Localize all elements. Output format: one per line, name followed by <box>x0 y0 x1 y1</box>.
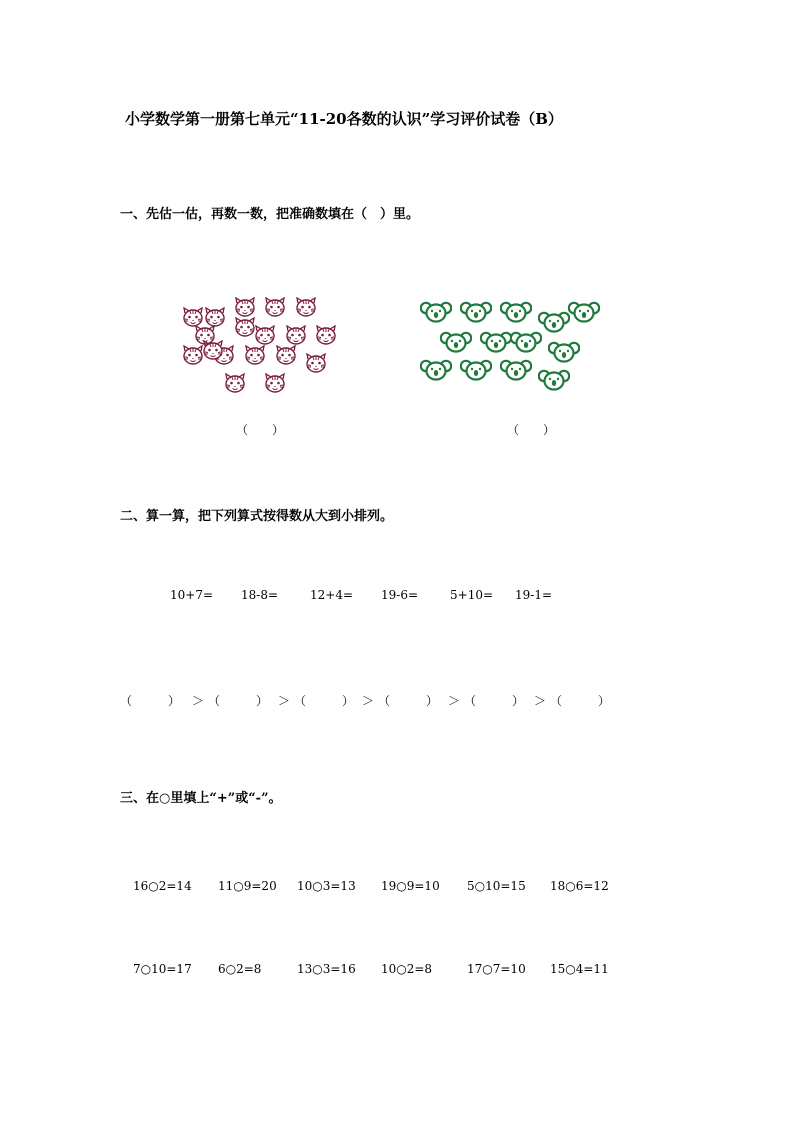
equation-item[interactable]: 6○2=8 <box>218 962 262 976</box>
koala-face-icon <box>500 358 532 386</box>
koala-face-icon <box>548 340 580 368</box>
tiger-face-icon <box>264 373 286 397</box>
koala-answer-blank[interactable]: （ ） <box>507 423 556 437</box>
koala-face-icon <box>420 300 452 328</box>
tiger-answer-blank[interactable]: （ ） <box>236 423 285 437</box>
tiger-face-icon <box>234 317 256 341</box>
equation-item[interactable]: 10○2=8 <box>381 962 433 976</box>
section3-heading: 三、在○里填上“+”或“-”。 <box>120 791 282 806</box>
equation-item[interactable]: 7○10=17 <box>133 962 192 976</box>
greater-than-sign: ＞ <box>192 694 205 708</box>
answer-blank[interactable]: （ ） <box>550 694 611 708</box>
equation-item[interactable]: 13○3=16 <box>297 962 356 976</box>
koala-face-icon <box>460 300 492 328</box>
tiger-face-icon <box>315 325 337 349</box>
koala-face-icon <box>510 330 542 358</box>
equation-item[interactable]: 15○4=11 <box>550 962 609 976</box>
equation-item[interactable]: 5○10=15 <box>467 879 526 893</box>
answer-blank[interactable]: （ ） <box>294 694 355 708</box>
koala-face-icon <box>460 358 492 386</box>
expression: 10+7= <box>170 588 214 602</box>
tiger-face-icon <box>305 353 327 377</box>
koala-face-icon <box>480 330 512 358</box>
expression: 12+4= <box>310 588 354 602</box>
equation-item[interactable]: 10○3=13 <box>297 879 356 893</box>
koala-face-icon <box>420 358 452 386</box>
tiger-face-icon <box>202 340 224 364</box>
koala-face-icon <box>500 300 532 328</box>
section1-heading: 一、先估一估，再数一数，把准确数填在（ ）里。 <box>120 207 420 222</box>
expression: 5+10= <box>450 588 494 602</box>
koala-face-icon <box>568 300 600 328</box>
answer-blank[interactable]: （ ） <box>378 694 439 708</box>
answer-blank[interactable]: （ ） <box>208 694 269 708</box>
greater-than-sign: ＞ <box>534 694 547 708</box>
tiger-face-icon <box>244 345 266 369</box>
expression: 19-6= <box>381 588 419 602</box>
koala-face-icon <box>440 330 472 358</box>
equation-item[interactable]: 19○9=10 <box>381 879 440 893</box>
koala-face-icon <box>538 368 570 396</box>
tiger-face-icon <box>182 345 204 369</box>
page-title: 小学数学第一册第七单元“11-20各数的认识”学习评价试卷（B） <box>125 110 563 128</box>
section2-heading: 二、算一算，把下列算式按得数从大到小排列。 <box>120 509 394 524</box>
greater-than-sign: ＞ <box>448 694 461 708</box>
equation-item[interactable]: 18○6=12 <box>550 879 609 893</box>
tiger-face-icon <box>275 345 297 369</box>
greater-than-sign: ＞ <box>362 694 375 708</box>
equation-item[interactable]: 11○9=20 <box>218 879 277 893</box>
tiger-face-icon <box>264 297 286 321</box>
expression: 19-1= <box>515 588 553 602</box>
equation-item[interactable]: 17○7=10 <box>467 962 526 976</box>
equation-item[interactable]: 16○2=14 <box>133 879 192 893</box>
tiger-face-icon <box>224 373 246 397</box>
expression: 18-8= <box>241 588 279 602</box>
answer-blank[interactable]: （ ） <box>120 694 181 708</box>
answer-blank[interactable]: （ ） <box>464 694 525 708</box>
greater-than-sign: ＞ <box>278 694 291 708</box>
koala-face-icon <box>538 310 570 338</box>
tiger-face-icon <box>295 297 317 321</box>
